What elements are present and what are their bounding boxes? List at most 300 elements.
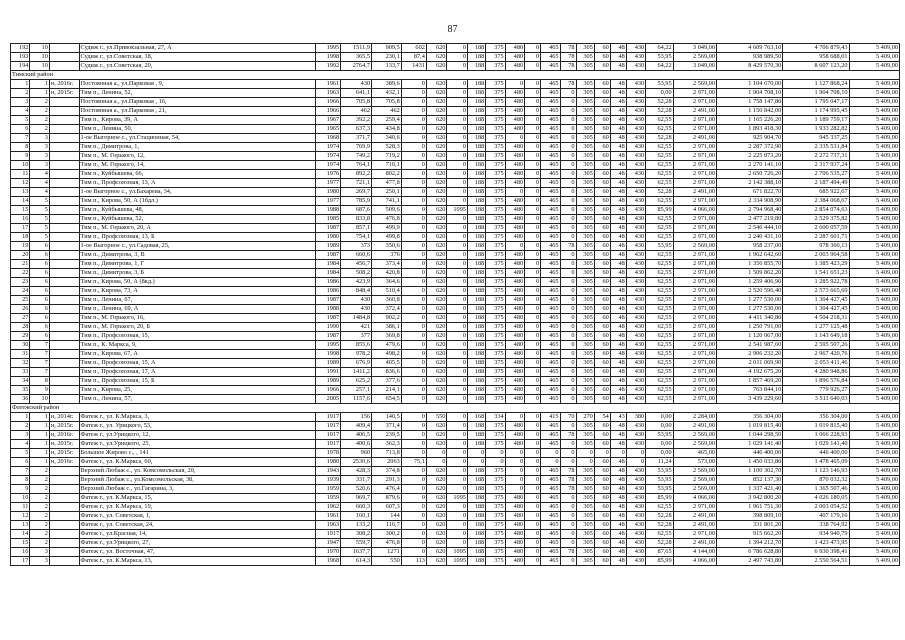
table-cell: 87,65: [646, 548, 673, 557]
table-cell: 62,55: [646, 152, 673, 161]
table-cell: 1980: [316, 458, 341, 467]
table-cell: 0: [525, 170, 541, 179]
table-row: [11, 287, 900, 296]
table-cell: 641,1: [341, 89, 372, 98]
table-cell: 375: [486, 305, 505, 314]
table-cell: 0: [401, 548, 426, 557]
table-cell: 430: [626, 188, 645, 197]
table-cell: Фатеж г., ул. Восточная, 47,: [79, 548, 316, 557]
table-cell: 430: [626, 350, 645, 359]
table-cell: 480: [505, 215, 524, 224]
table-cell: 480: [505, 395, 524, 404]
table-cell: 0: [525, 449, 541, 458]
table-cell: Фатеж г., ул. Советская, 24,: [79, 521, 316, 530]
table-cell: 0: [560, 359, 576, 368]
table-cell: 620: [426, 53, 447, 62]
table-cell: 60: [594, 44, 610, 53]
table-cell: 5 409,00: [849, 224, 899, 233]
table-cell: 60: [594, 296, 610, 305]
table-cell: 375: [486, 359, 505, 368]
table-cell: 5 409,00: [849, 539, 899, 548]
table-cell: Фатеж г., ул. К.Маркса, 19,: [79, 503, 316, 512]
table-cell: 620: [426, 197, 447, 206]
table-cell: 620: [426, 440, 447, 449]
table-cell: 620: [426, 251, 447, 260]
table-cell: 78: [560, 548, 576, 557]
table-cell: 188: [468, 296, 486, 305]
table-cell: 305: [576, 53, 594, 62]
table-cell: 375: [486, 548, 505, 557]
table-cell: 0: [447, 431, 468, 440]
table-cell: 430: [626, 296, 645, 305]
table-cell: 465: [541, 170, 560, 179]
table-cell: [49, 485, 79, 494]
table-cell: 62,55: [646, 116, 673, 125]
table-cell: 434,8: [372, 125, 402, 134]
table-cell: 0: [401, 503, 426, 512]
table-cell: 334: [486, 413, 505, 422]
table-cell: 375: [486, 260, 505, 269]
table-cell: 0: [560, 314, 576, 323]
table-cell: 0: [541, 449, 560, 458]
table-cell: н, 2015г.: [49, 89, 79, 98]
table-cell: 0: [560, 305, 576, 314]
table-cell: 2 971,00: [673, 287, 716, 296]
table-cell: 364,6: [372, 278, 402, 287]
table-cell: [49, 116, 79, 125]
table-cell: 2: [30, 98, 49, 107]
table-cell: 0: [525, 350, 541, 359]
table-cell: 476,4: [372, 485, 402, 494]
table-cell: 0: [525, 197, 541, 206]
table-cell: 0: [447, 278, 468, 287]
table-cell: 0: [505, 467, 524, 476]
table-cell: 0: [525, 251, 541, 260]
table-row: [11, 197, 900, 206]
table-cell: 430: [626, 512, 645, 521]
table-cell: 0: [401, 359, 426, 368]
table-cell: [49, 179, 79, 188]
table-cell: 188: [468, 350, 486, 359]
table-cell: [49, 233, 79, 242]
table-cell: 305: [576, 179, 594, 188]
table-cell: 5 409,00: [849, 512, 899, 521]
table-cell: 2 971,00: [673, 143, 716, 152]
table-cell: Тим п., Профсоюзная, 13, А: [79, 179, 316, 188]
table-cell: 754,1: [341, 233, 372, 242]
table-cell: 375: [486, 530, 505, 539]
table-cell: 5 409,00: [849, 431, 899, 440]
table-cell: 5 409,00: [849, 296, 899, 305]
table-cell: 480: [505, 539, 524, 548]
table-cell: 1 066 228,93: [783, 431, 849, 440]
table-cell: 5 409,00: [849, 44, 899, 53]
table-cell: 1 904 708,10: [717, 89, 783, 98]
table-cell: 48: [610, 143, 626, 152]
table-cell: 33: [11, 368, 30, 377]
table-cell: 2: [30, 476, 49, 485]
table-cell: 428,3: [341, 467, 372, 476]
table-cell: 188: [468, 503, 486, 512]
table-cell: 331 801,20: [717, 521, 783, 530]
table-cell: 958 237,00: [717, 242, 783, 251]
table-cell: 421: [341, 323, 372, 332]
table-cell: 0: [401, 188, 426, 197]
table-cell: 465: [541, 530, 560, 539]
table-cell: 305: [576, 224, 594, 233]
table-cell: 52,28: [646, 134, 673, 143]
table-cell: 5 409,00: [849, 197, 899, 206]
table-cell: 5 409,00: [849, 485, 899, 494]
table-cell: [49, 260, 79, 269]
table-cell: 48: [610, 467, 626, 476]
table-cell: 17: [11, 557, 30, 566]
table-cell: 375: [486, 188, 505, 197]
table-cell: 909,5: [372, 44, 402, 53]
table-cell: 5 409,00: [849, 260, 899, 269]
table-cell: 637,3: [341, 125, 372, 134]
table-cell: 0: [525, 287, 541, 296]
table-cell: 2 971,00: [673, 224, 716, 233]
table-cell: 62,55: [646, 386, 673, 395]
table-cell: 1 337 421,40: [717, 485, 783, 494]
table-cell: 573,00: [673, 458, 716, 467]
table-cell: 48: [610, 368, 626, 377]
table-cell: Фатеж г., ул. Советская, 1,: [79, 512, 316, 521]
table-cell: 64,22: [646, 44, 673, 53]
table-cell: 48: [610, 224, 626, 233]
table-cell: 0: [401, 269, 426, 278]
table-cell: 2 595 507,26: [783, 341, 849, 350]
table-cell: 620: [426, 188, 447, 197]
table-cell: 188: [468, 44, 486, 53]
table-cell: 1484,8: [341, 314, 372, 323]
table-cell: [49, 44, 79, 53]
table-cell: 4: [11, 440, 30, 449]
table-cell: 620: [426, 332, 447, 341]
table-cell: 0: [447, 80, 468, 89]
table-cell: Тим п., М. Горького, 20, Б: [79, 323, 316, 332]
table-cell: 1987: [316, 224, 341, 233]
table-cell: 465: [541, 98, 560, 107]
table-cell: 2: [30, 125, 49, 134]
table-cell: 0: [525, 341, 541, 350]
table-cell: 2 971,00: [673, 215, 716, 224]
table-cell: 465: [541, 494, 560, 503]
table-cell: 2 272 737,31: [783, 152, 849, 161]
table-cell: 305: [576, 494, 594, 503]
table-cell: 2 529 375,82: [783, 215, 849, 224]
table-cell: 60: [594, 503, 610, 512]
table-cell: 0: [447, 386, 468, 395]
table-cell: 2 569,00: [673, 242, 716, 251]
table-cell: 188: [468, 179, 486, 188]
table-cell: 5 409,00: [849, 449, 899, 458]
table-cell: 465: [541, 89, 560, 98]
table-cell: 465: [541, 260, 560, 269]
table-cell: 305: [576, 296, 594, 305]
table-cell: 305: [576, 98, 594, 107]
table-cell: 2 971,00: [673, 170, 716, 179]
table-cell: 5 409,00: [849, 134, 899, 143]
table-cell: 188: [468, 62, 486, 71]
table-cell: 0: [560, 134, 576, 143]
table-cell: 6: [30, 269, 49, 278]
table-cell: 2 142 388,10: [717, 179, 783, 188]
table-cell: 3: [11, 98, 30, 107]
table-cell: 465: [541, 242, 560, 251]
table-cell: 160,1: [341, 512, 372, 521]
table-cell: 62,55: [646, 350, 673, 359]
table-cell: 1986: [316, 278, 341, 287]
table-cell: 0: [560, 521, 576, 530]
table-cell: 373,4: [372, 260, 402, 269]
table-cell: 1 857 469,20: [717, 377, 783, 386]
table-cell: 465: [541, 548, 560, 557]
table-cell: 430: [626, 386, 645, 395]
table-cell: 430: [626, 323, 645, 332]
table-cell: 2 650 726,20: [717, 170, 783, 179]
table-cell: 430: [626, 80, 645, 89]
table-cell: 833,8: [341, 215, 372, 224]
table-cell: 60: [594, 386, 610, 395]
table-cell: 785,9: [341, 197, 372, 206]
table-cell: 2 971,00: [673, 98, 716, 107]
table-cell: 5 409,00: [849, 332, 899, 341]
table-cell: 375: [486, 116, 505, 125]
table-cell: 1 896 576,84: [783, 377, 849, 386]
table-cell: 1966: [316, 98, 341, 107]
table-cell: 375: [486, 206, 505, 215]
table-cell: 480: [505, 287, 524, 296]
table-cell: 769,9: [341, 143, 372, 152]
table-cell: 0: [505, 80, 524, 89]
table-cell: [49, 170, 79, 179]
table-cell: 1962: [316, 503, 341, 512]
table-cell: Фатеж г., ул. Урицкого, 53,: [79, 422, 316, 431]
table-cell: 1411,2: [341, 368, 372, 377]
table-cell: 2: [30, 512, 49, 521]
table-row: [11, 350, 900, 359]
table-cell: 0: [560, 161, 576, 170]
table-cell: 1967: [316, 116, 341, 125]
table-cell: 465: [541, 305, 560, 314]
table-cell: [49, 368, 79, 377]
table-cell: 1: [30, 80, 49, 89]
table-cell: 945 337,25: [783, 134, 849, 143]
table-cell: 1 277 530,00: [717, 305, 783, 314]
table-cell: 1984: [316, 260, 341, 269]
table-cell: 0: [401, 242, 426, 251]
table-cell: 465: [541, 395, 560, 404]
table-row: [11, 224, 900, 233]
table-cell: 0: [447, 134, 468, 143]
table-cell: 2 491,00: [673, 134, 716, 143]
table-cell: 0: [447, 179, 468, 188]
table-cell: 270: [576, 413, 594, 422]
table-cell: 2 384 068,67: [783, 197, 849, 206]
table-cell: 2: [30, 116, 49, 125]
table-cell: 671 822,70: [717, 188, 783, 197]
table-cell: 188: [468, 431, 486, 440]
table-cell: 156: [341, 413, 372, 422]
table-cell: 1 758 147,80: [717, 98, 783, 107]
table-cell: 0: [447, 170, 468, 179]
table-cell: 465: [541, 152, 560, 161]
table-cell: 48: [610, 287, 626, 296]
table-cell: 305: [576, 305, 594, 314]
table-cell: н, 2014г.: [49, 413, 79, 422]
table-cell: 1 123 146,93: [783, 467, 849, 476]
table-row: [11, 341, 900, 350]
table-cell: 375: [486, 134, 505, 143]
table-cell: 52,28: [646, 539, 673, 548]
table-cell: 430: [626, 287, 645, 296]
table-cell: 480: [505, 62, 524, 71]
table-cell: 620: [426, 278, 447, 287]
table-cell: 0: [505, 485, 524, 494]
table-cell: 1987: [316, 251, 341, 260]
table-cell: 2 491,00: [673, 539, 716, 548]
table-cell: 78: [560, 44, 576, 53]
table-cell: 430: [626, 44, 645, 53]
table-cell: 0: [401, 233, 426, 242]
table-cell: 375: [486, 296, 505, 305]
table-cell: 188: [468, 467, 486, 476]
table-cell: 5 409,00: [849, 98, 899, 107]
table-cell: 140,5: [372, 413, 402, 422]
table-cell: 373: [341, 242, 372, 251]
table-cell: 0,00: [646, 440, 673, 449]
table-cell: 852 137,30: [717, 476, 783, 485]
table-cell: 2: [30, 485, 49, 494]
table-cell: 375: [486, 485, 505, 494]
table-cell: 476,8: [372, 215, 402, 224]
table-row: [11, 80, 900, 89]
table-cell: Верхний Любаж с., ул.Комсомольская, 38,: [79, 476, 316, 485]
table-cell: 2764,7: [341, 62, 372, 71]
table-cell: 510,4: [372, 287, 402, 296]
table-row: [11, 395, 900, 404]
table-cell: 0: [525, 107, 541, 116]
table-cell: 375: [486, 377, 505, 386]
table-cell: 25: [11, 296, 30, 305]
table-cell: 9: [30, 386, 49, 395]
table-cell: 375: [486, 431, 505, 440]
table-row: [11, 98, 900, 107]
table-cell: 375: [486, 350, 505, 359]
table-cell: 53,95: [646, 431, 673, 440]
table-cell: 3 942 800,20: [717, 494, 783, 503]
table-cell: 0: [447, 467, 468, 476]
table-cell: 2 187 494,49: [783, 179, 849, 188]
table-cell: 1 356 855,70: [717, 260, 783, 269]
table-cell: 0: [401, 296, 426, 305]
table-cell: 188: [468, 440, 486, 449]
table-cell: 375: [486, 512, 505, 521]
table-cell: 465: [541, 287, 560, 296]
table-cell: 8: [11, 143, 30, 152]
table-cell: [49, 269, 79, 278]
table-row: [11, 206, 900, 215]
table-cell: 305: [576, 314, 594, 323]
table-cell: 0: [560, 278, 576, 287]
table-row: [11, 512, 900, 521]
table-cell: Большое Жирово с., , 141: [79, 449, 316, 458]
table-cell: 374,8: [372, 467, 402, 476]
table-cell: 60: [594, 89, 610, 98]
table-cell: 375: [486, 161, 505, 170]
table-cell: 5: [30, 197, 49, 206]
table-cell: 188: [468, 557, 486, 566]
table-cell: 430: [626, 161, 645, 170]
table-cell: 620: [426, 143, 447, 152]
table-cell: 406,5: [341, 431, 372, 440]
table-cell: 0: [560, 458, 576, 467]
table-cell: 0: [560, 260, 576, 269]
table-cell: 62,55: [646, 314, 673, 323]
table-cell: 305: [576, 341, 594, 350]
table-cell: 375: [486, 242, 505, 251]
table-cell: 0: [401, 368, 426, 377]
table-cell: 0: [560, 296, 576, 305]
table-cell: 1984: [316, 269, 341, 278]
table-cell: 48: [610, 125, 626, 134]
table-cell: [49, 395, 79, 404]
table-cell: 48: [610, 350, 626, 359]
table-cell: 305: [576, 359, 594, 368]
table-cell: 480: [505, 431, 524, 440]
table-cell: 2 569,00: [673, 485, 716, 494]
table-cell: 5 409,00: [849, 386, 899, 395]
table-cell: 1998: [316, 53, 341, 62]
table-cell: 1 277 125,48: [783, 323, 849, 332]
table-cell: 2 287 601,71: [783, 233, 849, 242]
table-cell: 0: [401, 170, 426, 179]
table-cell: 0: [447, 377, 468, 386]
table-cell: 48: [610, 170, 626, 179]
table-row: [11, 368, 900, 377]
table-cell: [49, 53, 79, 62]
table-cell: 2: [30, 494, 49, 503]
table-cell: 0: [468, 458, 486, 467]
table-cell: 2 967 420,76: [783, 350, 849, 359]
table-cell: 0: [525, 269, 541, 278]
table-cell: 4 026 180,05: [783, 494, 849, 503]
table-cell: 1968: [316, 134, 341, 143]
table-cell: 836,6: [372, 368, 402, 377]
table-cell: 305: [576, 323, 594, 332]
table-cell: 2 971,00: [673, 395, 716, 404]
table-cell: 4 706 879,43: [783, 44, 849, 53]
table-cell: 1988: [316, 206, 341, 215]
table-cell: 0: [525, 323, 541, 332]
table-cell: 4: [11, 107, 30, 116]
table-cell: 480: [505, 503, 524, 512]
table-cell: 4 144,00: [673, 548, 716, 557]
table-cell: 48: [610, 422, 626, 431]
table-cell: 305: [576, 143, 594, 152]
table-cell: 0: [560, 287, 576, 296]
table-cell: 356 304,00: [717, 413, 783, 422]
table-cell: 188: [468, 251, 486, 260]
table-cell: 230,1: [372, 53, 402, 62]
table-row: [11, 323, 900, 332]
table-cell: 0: [525, 44, 541, 53]
table-cell: 520,6: [341, 485, 372, 494]
table-cell: Тим п., Димитрова, 1,: [79, 143, 316, 152]
table-cell: 188: [468, 341, 486, 350]
